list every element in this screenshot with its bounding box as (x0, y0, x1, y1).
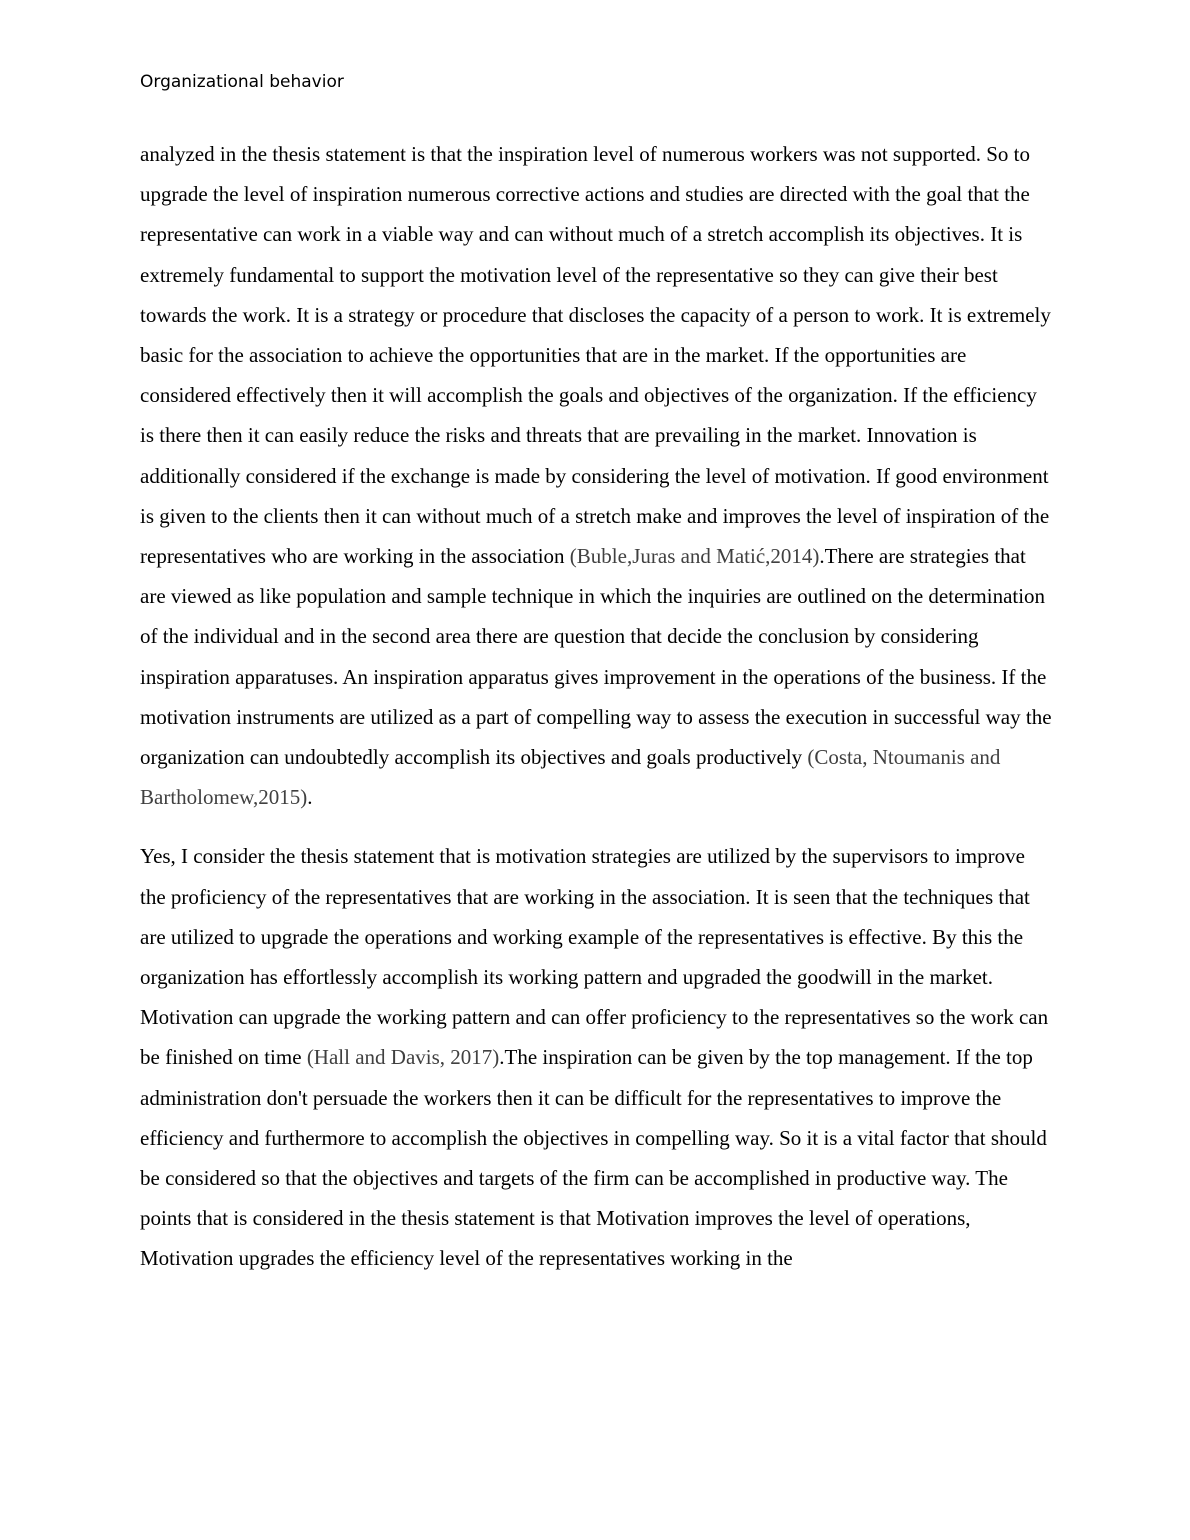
paragraph-1-text-b: .There are strategies that are viewed as like population and sample technique in which the inquiries are outlined on the determination of the individual and in the second area there are question that decide the conclusion by considering inspiration apparatuses. An inspiration apparatus gives improvement in the operations of the business. If the motivation instruments are utilized as a part of compelling way to assess the execution in successful way the organization can undoubtedly accomplish its objectives and goals productively (140, 544, 1052, 770)
paragraph-1-text-a: analyzed in the thesis statement is that the inspiration level of numerous workers was not supported. So to upgrade the level of inspiration numerous corrective actions and studies are directed with the goal that the representative can work in a viable way and can without much of a stretch accomplish its objectives. It is extremely fundamental to support the motivation level of the representative so they can give their best towards the work. It is a strategy or procedure that discloses the capacity of a person to work. It is extremely basic for the association to achieve the opportunities that are in the market. If the opportunities are considered effectively then it will accomplish the goals and objectives of the organization. If the efficiency is there then it can easily reduce the risks and threats that are prevailing in the market. Innovation is additionally considered if the exchange is made by considering the level of motivation. If good environment is given to the clients then it can without much of a stretch make and improves the level of inspiration of the representatives who are working in the association (140, 142, 1051, 569)
paragraph-1 (140, 134, 1055, 817)
paragraph-1-text-c: . (307, 785, 313, 810)
paragraph-2 (140, 836, 1055, 1278)
running-header: Organizational behavior (140, 72, 344, 92)
paragraph-2-text-a: Yes, I consider the thesis statement that is motivation strategies are utilized by the supervisors to improve the proficiency of the representatives that are working in the association. It is seen that the techniques that are utilized to upgrade the operations and working example of the representatives is effective. By this the organization has effortlessly accomplish its working pattern and upgraded the goodwill in the market. Motivation can upgrade the working pattern and can offer proficiency to the representatives so the work can be finished on time (140, 844, 1049, 1070)
document-body (140, 134, 1055, 1279)
citation-costa-2015: (Costa, Ntoumanis and Bartholomew,2015) (140, 745, 1001, 810)
paragraph-2-text-b: .The inspiration can be given by the top management. If the top administration don't persuade the workers then it can be difficult for the representatives to improve the efficiency and furthermore to accomplish the objectives in compelling way. So it is a vital factor that should be considered so that the objectives and targets of the firm can be accomplished in productive way. The points that is considered in the thesis statement is that Motivation improves the level of operations, Motivation upgrades the efficiency level of the representatives working in the (140, 1045, 1047, 1271)
citation-buble-2014: (Buble,Juras and Matić,2014) (569, 544, 820, 569)
citation-hall-2017: (Hall and Davis, 2017) (306, 1045, 500, 1070)
